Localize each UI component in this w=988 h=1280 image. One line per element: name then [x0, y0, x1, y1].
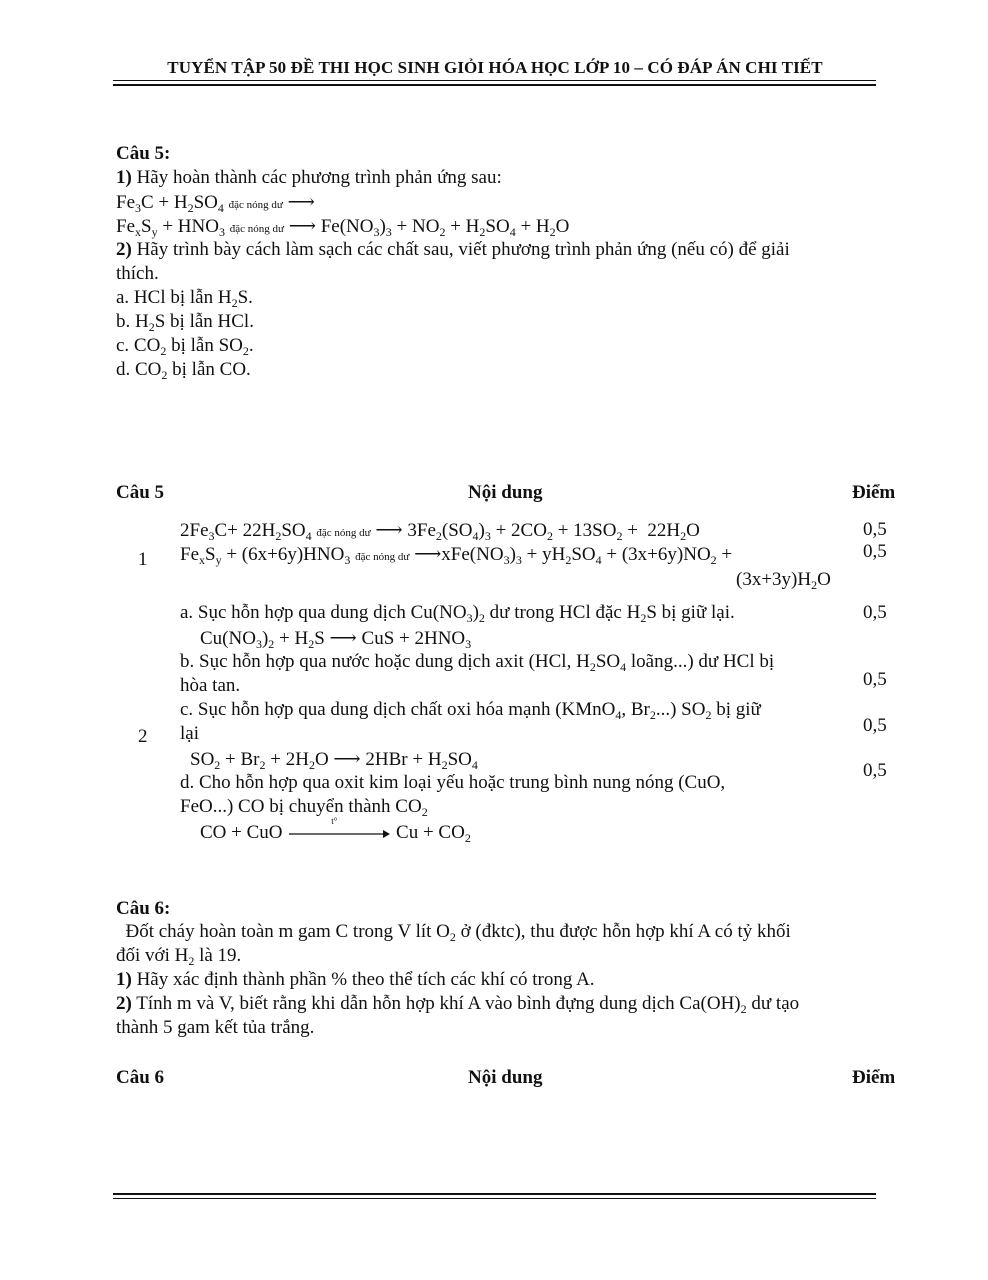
a5-item-c-so: ...) SO — [655, 699, 706, 720]
a5-score-2: 0,5 — [863, 541, 887, 562]
a6-col-content: Nội dung — [468, 1067, 543, 1088]
footer-rule-thick — [113, 1193, 876, 1195]
q6-part1-text: Hãy xác định thành phần % theo thể tích các khí có trong A. — [136, 969, 595, 990]
a5-item-b-text: b. Sục hỗn hợp qua nước hoặc dung dịch axit (HCl, H — [180, 651, 590, 672]
a5-score-4: 0,5 — [863, 669, 887, 690]
q6-intro: Đốt cháy hoàn toàn m gam C trong V lít $O_2$ ở (đktc), thu được hỗn hợp khí A có tỷ khối — [125, 921, 791, 944]
q6-part2-cont: thành 5 gam kết tủa trắng. — [116, 1017, 315, 1038]
reaction-arrow-icon — [287, 828, 391, 840]
q5-item-b: b. $H_2S$ bị lẫn HCl. — [116, 311, 254, 334]
a5-equation-1: $2Fe_3C+ 22H_2SO_4$ đặc nóng dư ⟶ $3Fe_2(SO_4)_3 + 2CO_2 + 13SO_2 + 22H_2O$ — [180, 520, 700, 543]
q6-intro-b: ở (đktc), thu được hỗn hợp khí A có tỷ khối — [455, 921, 791, 942]
q5-item-a: a. HCl bị lẫn $H_2S$. — [116, 287, 253, 310]
condition-label: đặc nóng dư — [316, 527, 371, 539]
condition-label: đặc nóng dư — [355, 551, 410, 563]
q6-intro-a: Đốt cháy hoàn toàn m gam C trong V lít O — [125, 921, 450, 942]
a5-col-content: Nội dung — [468, 482, 543, 503]
q5-item-c: c. $CO_2$ bị lẫn $SO_2$. — [116, 335, 254, 358]
q5-equation-2: $Fe_xS_y + HNO_3$ đặc nóng dư ⟶ $Fe(NO_3)_3 + NO_2 + H_2SO_4 + H_2O$ — [116, 216, 570, 239]
a5-item-d-cont-text: FeO...) CO bị chuyển thành CO — [180, 796, 422, 817]
a6-col-question: Câu 6 — [116, 1067, 165, 1088]
condition-label: đặc nóng dư — [229, 223, 284, 235]
header-rule-thick — [113, 84, 876, 86]
a5-item-c-equation: $SO_2 + Br_2 + 2H_2O$ ⟶ $2HBr + H_2SO_4$ — [190, 749, 478, 772]
a5-item-d-equation: CO + CuO t° $Cu + CO_2$ — [200, 815, 471, 845]
q5-part1-text: Hãy hoàn thành các phương trình phản ứng sau: — [136, 167, 502, 188]
condition-label: đặc nóng dư — [228, 199, 283, 211]
a5-score-3: 0,5 — [863, 602, 887, 623]
q5-part2 — [116, 239, 790, 261]
a5-item-b-tail: loãng...) dư HCl bị — [626, 651, 775, 672]
q5-item-d: d. $CO_2$ bị lẫn CO. — [116, 359, 251, 382]
q6-intro-d: là 19. — [194, 945, 242, 966]
q6-part2-text: Tính m và V, biết rằng khi dẫn hỗn hợp khí A vào bình đựng dung dịch Ca(OH) — [136, 993, 741, 1014]
heat-label: t° — [331, 815, 338, 826]
a5-item-b-so: SO — [595, 651, 621, 672]
header-rule — [113, 80, 876, 81]
q6-part1-num: 1) — [116, 969, 132, 990]
a5-row2-number: 2 — [138, 726, 148, 747]
q5-part1-num: 1) — [116, 167, 132, 188]
q6-part2: 2) Tính m và V, biết rằng khi dẫn hỗn hợp khí A vào bình đựng dung dịch $Ca(OH)_2$ dư tạo — [116, 993, 800, 1016]
q5-part2-text: Hãy trình bày cách làm sạch các chất sau, viết phương trình phản ứng (nếu có) để giải — [136, 239, 790, 260]
a5-item-b-cont: hòa tan. — [180, 675, 241, 696]
a5-row1-number: 1 — [138, 549, 148, 570]
page-header-title: TUYỂN TẬP 50 ĐỀ THI HỌC SINH GIỎI HÓA HỌC LỚP 10 – CÓ ĐÁP ÁN CHI TIẾT — [167, 58, 823, 77]
a5-item-c-text: c. Sục hỗn hợp qua dung dịch chất oxi hóa mạnh (KMnO — [180, 699, 616, 720]
q6-part1 — [116, 969, 595, 991]
q5-part1 — [116, 167, 502, 189]
heat-arrow — [287, 815, 391, 840]
q5-part2-num: 2) — [116, 239, 132, 260]
a5-score-5: 0,5 — [863, 715, 887, 736]
q5-title: Câu 5: — [116, 143, 171, 164]
a5-equation-2: $Fe_xS_y + (6x+6y)HNO_3$ đặc nóng dư $⟶xFe(NO_3)_3 + yH_2SO_4 + (3x+6y)NO_2$ + — [180, 544, 733, 567]
a5-item-c-tail: bị giữ — [711, 699, 761, 720]
footer-rule — [113, 1198, 876, 1199]
q6-part2-num: 2) — [116, 993, 132, 1014]
a5-item-c-br: , Br — [621, 699, 650, 720]
a5-item-c-cont: lại — [180, 723, 199, 744]
a5-item-d-cont: FeO...) CO bị chuyển thành $CO_2$ — [180, 796, 428, 819]
q6-part2-tail: dư tạo — [746, 993, 800, 1014]
a5-item-a-text: a. Sục hỗn hợp qua dung dịch Cu(NO — [180, 602, 467, 623]
a5-col-score: Điểm — [852, 482, 896, 503]
q5-equation-1: $Fe_3C + H_2SO_4$ đặc nóng dư ⟶ — [116, 192, 315, 215]
a5-item-b: b. Sục hỗn hợp qua nước hoặc dung dịch axit (HCl, $H_2SO_4$ loãng...) dư HCl bị — [180, 651, 775, 674]
q6-intro-cont: đối với $H_2$ là 19. — [116, 945, 242, 968]
a5-col-question: Câu 5 — [116, 482, 165, 503]
a5-score-6: 0,5 — [863, 760, 887, 781]
q5-part2-cont: thích. — [116, 263, 159, 284]
a5-item-c: c. Sục hỗn hợp qua dung dịch chất oxi hóa mạnh (KMnO$_4$, $Br_2$...) $SO_2$ bị giữ — [180, 699, 761, 722]
a5-score-1: 0,5 — [863, 519, 887, 540]
a5-item-a: a. Sục hỗn hợp qua dung dịch $Cu(NO_3)_2$ dư trong HCl đặc $H_2S$ bị giữ lại. — [180, 602, 735, 625]
a5-equation-2-cont: $(3x+3y)H_2O$ — [736, 569, 831, 592]
a5-item-d: d. Cho hỗn hợp qua oxit kim loại yếu hoặc trung bình nung nóng (CuO, — [180, 772, 726, 793]
a6-col-score: Điểm — [852, 1067, 896, 1088]
q6-intro-c: đối với H — [116, 945, 189, 966]
a5-item-a-equation: $Cu(NO_3)_2 + H_2S$ ⟶ CuS + $2HNO_3$ — [200, 628, 472, 651]
q6-title: Câu 6: — [116, 898, 171, 919]
